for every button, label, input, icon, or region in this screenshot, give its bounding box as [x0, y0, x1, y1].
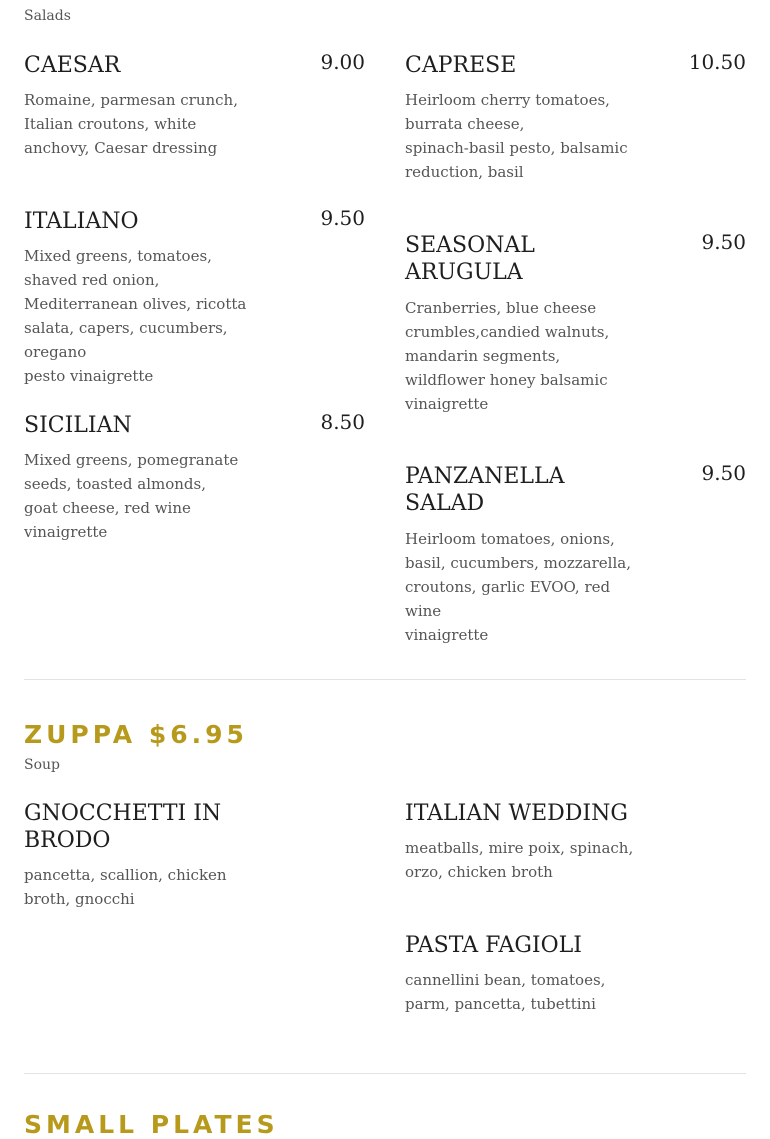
item-name: CAESAR: [24, 53, 121, 78]
menu-item-pasta-fagioli: [405, 932, 746, 1022]
item-description: Cranberries, blue cheese crumbles,candied walnuts, mandarin segments, wildflower honey balsamic vinaigrette: [405, 299, 610, 413]
item-price: 9.50: [320, 206, 365, 230]
item-description: Romaine, parmesan crunch, Italian croutons, white anchovy, Caesar dressing: [24, 91, 238, 157]
item-price: 9.50: [701, 230, 746, 254]
zuppa-section-title: ZUPPA $6.95: [24, 720, 248, 749]
menu-item-sicilian: [24, 410, 365, 541]
item-description: Mixed greens, pomegranate seeds, toasted almonds, goat cheese, red wine vinaigrette: [24, 451, 239, 541]
item-description: Mixed greens, tomatoes, shaved red onion, Mediterranean olives, ricotta salata, capers, cucumbers, oregano pesto vinaigrette: [24, 247, 247, 385]
section-divider: [24, 679, 746, 680]
menu-item-panzanella-salad: [405, 461, 746, 644]
menu-item-italiano: [24, 206, 365, 385]
item-name: ITALIANO: [24, 209, 139, 234]
item-description: meatballs, mire poix, spinach, orzo, chicken broth: [405, 839, 634, 881]
item-price: 9.50: [701, 461, 746, 485]
zuppa-subtitle: Soup: [24, 757, 60, 773]
small-plates-section-title: SMALL PLATES: [24, 1110, 279, 1139]
item-price: 10.50: [688, 50, 746, 74]
item-price: 9.00: [320, 50, 365, 74]
menu-item-seasonal-arugula: [405, 232, 746, 422]
item-name: ITALIAN WEDDING: [405, 801, 628, 826]
item-description: Heirloom cherry tomatoes, burrata cheese, spinach-basil pesto, balsamic reduction, basil: [405, 91, 628, 181]
item-description: cannellini bean, tomatoes, parm, pancetta, tubettini: [405, 971, 606, 1013]
menu-item-italian-wedding: [405, 800, 746, 890]
item-description: Heirloom tomatoes, onions, basil, cucumbers, mozzarella, croutons, garlic EVOO, red wine vinaigrette: [405, 530, 631, 644]
item-name: PANZANELLA SALAD: [405, 464, 565, 516]
menu-item-caprese: [405, 52, 746, 192]
menu-item-caesar: [24, 52, 365, 172]
salads-subtitle: Salads: [24, 8, 71, 24]
item-name: SEASONAL ARUGULA: [405, 233, 535, 285]
item-name: GNOCCHETTI IN BRODO: [24, 801, 222, 853]
item-name: PASTA FAGIOLI: [405, 933, 582, 958]
section-divider: [24, 1073, 746, 1074]
item-name: CAPRESE: [405, 53, 517, 78]
menu-item-gnocchetti-in-brodo: [24, 800, 365, 920]
item-description: pancetta, scallion, chicken broth, gnocchi: [24, 866, 227, 908]
item-name: SICILIAN: [24, 413, 132, 438]
item-price: 8.50: [320, 410, 365, 434]
